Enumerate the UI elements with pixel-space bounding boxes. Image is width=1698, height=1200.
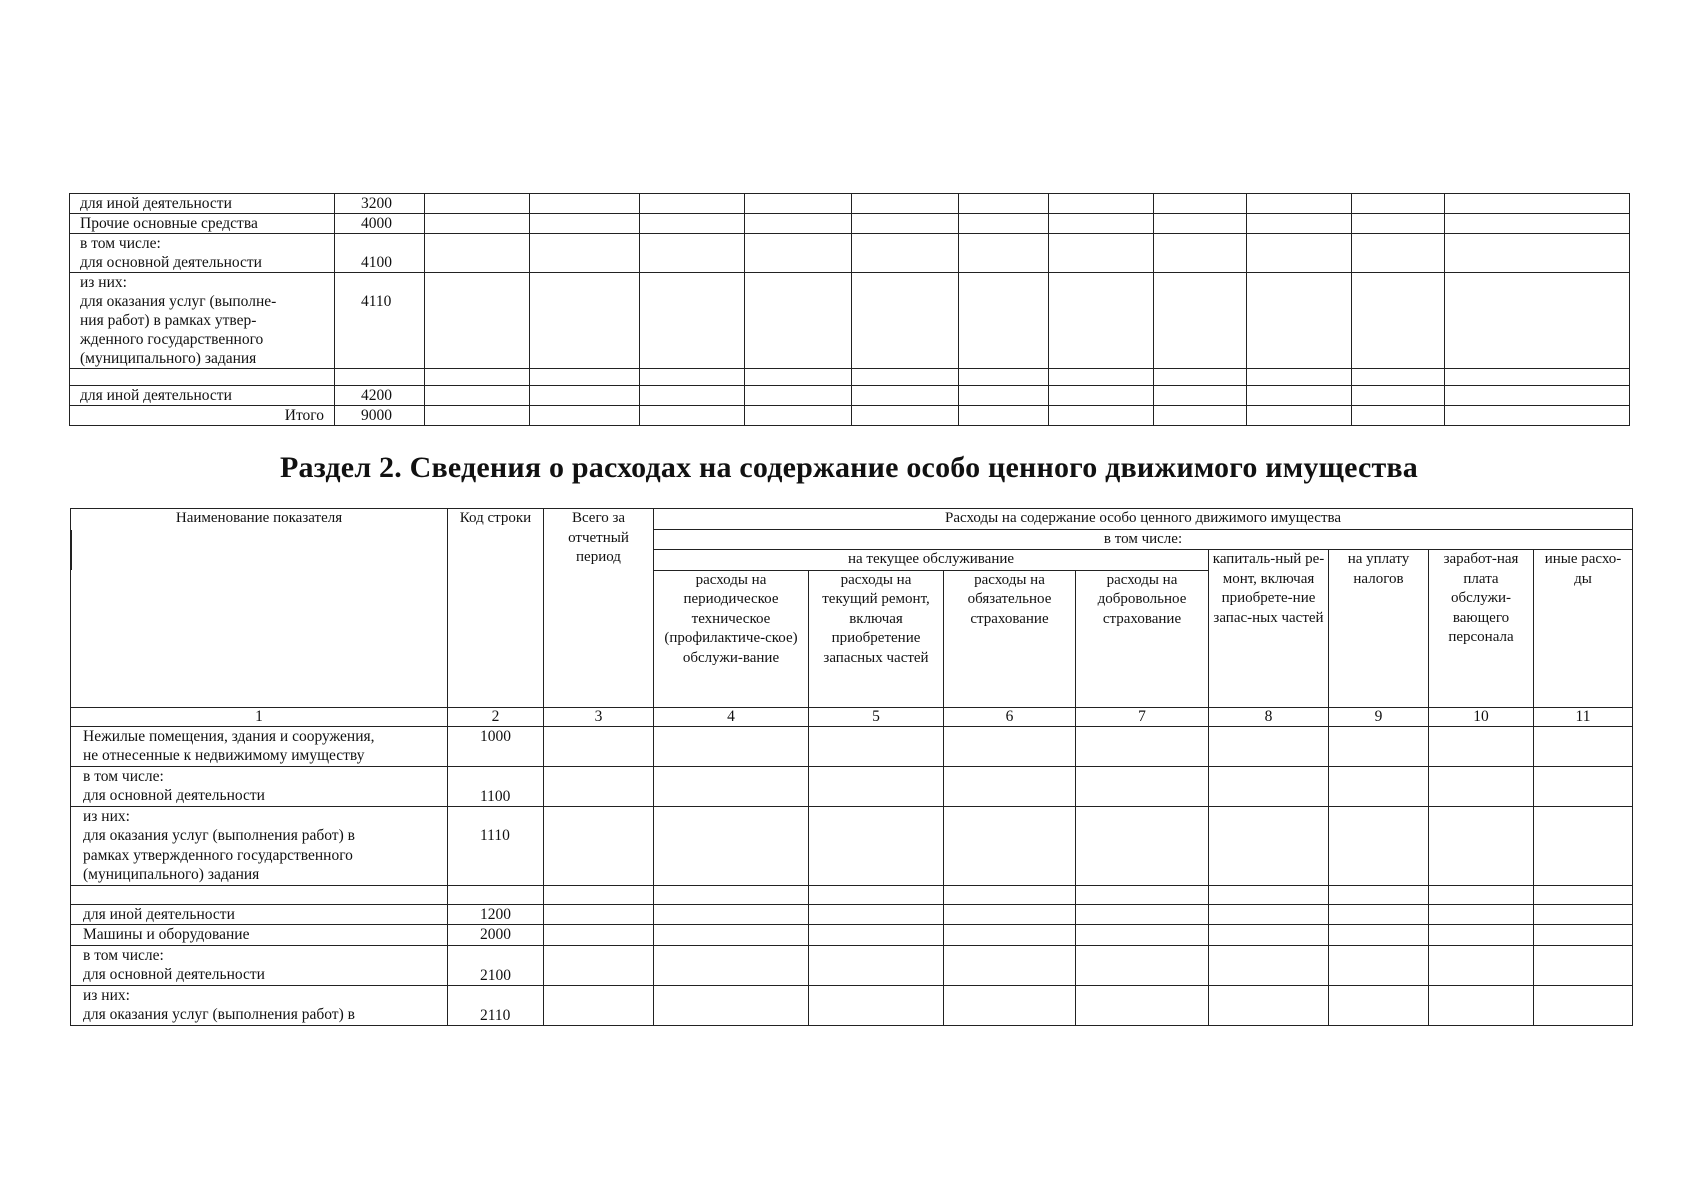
empty-cell bbox=[1209, 945, 1329, 985]
empty-cell bbox=[1445, 369, 1630, 386]
empty-cell bbox=[1329, 925, 1429, 946]
empty-cell bbox=[654, 925, 809, 946]
empty-cell bbox=[1352, 194, 1445, 214]
row-name bbox=[70, 369, 335, 386]
empty-cell bbox=[1247, 386, 1352, 406]
empty-cell bbox=[1429, 726, 1534, 766]
empty-cell bbox=[1445, 406, 1630, 426]
empty-cell bbox=[1329, 806, 1429, 885]
empty-cell bbox=[1534, 726, 1633, 766]
empty-cell bbox=[852, 214, 959, 234]
row-code: 2100 bbox=[448, 945, 544, 985]
empty-cell bbox=[959, 406, 1049, 426]
empty-cell bbox=[530, 273, 640, 369]
empty-cell bbox=[1076, 904, 1209, 925]
empty-cell bbox=[1352, 406, 1445, 426]
empty-cell bbox=[654, 904, 809, 925]
empty-cell bbox=[1076, 985, 1209, 1025]
row-name bbox=[71, 885, 448, 904]
empty-cell bbox=[640, 386, 745, 406]
empty-cell bbox=[1445, 234, 1630, 273]
empty-cell bbox=[944, 904, 1076, 925]
column-number: 5 bbox=[809, 707, 944, 726]
column-number: 10 bbox=[1429, 707, 1534, 726]
empty-cell bbox=[1247, 369, 1352, 386]
table-row bbox=[71, 945, 1633, 985]
empty-cell bbox=[1154, 386, 1247, 406]
row-code: 4000 bbox=[335, 214, 425, 234]
empty-cell bbox=[944, 806, 1076, 885]
empty-cell bbox=[530, 369, 640, 386]
empty-cell bbox=[852, 194, 959, 214]
empty-cell bbox=[1429, 904, 1534, 925]
empty-cell bbox=[1445, 194, 1630, 214]
empty-cell bbox=[944, 766, 1076, 806]
empty-cell bbox=[1429, 885, 1534, 904]
header-including: в том числе: bbox=[654, 529, 1633, 550]
empty-cell bbox=[530, 214, 640, 234]
empty-cell bbox=[1329, 885, 1429, 904]
empty-cell bbox=[1247, 234, 1352, 273]
row-code: 1000 bbox=[448, 726, 544, 766]
table-row bbox=[71, 904, 1633, 925]
empty-cell bbox=[959, 194, 1049, 214]
empty-cell bbox=[1534, 806, 1633, 885]
table-row bbox=[70, 386, 1630, 406]
header-col5: расходы на текущий ремонт, включая приобретение запасных частей bbox=[809, 570, 944, 707]
empty-cell bbox=[1154, 234, 1247, 273]
table-row bbox=[71, 726, 1633, 766]
empty-cell bbox=[425, 194, 530, 214]
column-number: 4 bbox=[654, 707, 809, 726]
column-number: 9 bbox=[1329, 707, 1429, 726]
empty-cell bbox=[640, 234, 745, 273]
empty-cell bbox=[1445, 273, 1630, 369]
row-name: для иной деятельности bbox=[70, 386, 335, 406]
empty-cell bbox=[1429, 925, 1534, 946]
empty-cell bbox=[530, 234, 640, 273]
empty-cell bbox=[1429, 806, 1534, 885]
empty-cell bbox=[852, 406, 959, 426]
row-name: Прочие основные средства bbox=[70, 214, 335, 234]
empty-cell bbox=[809, 925, 944, 946]
empty-cell bbox=[1534, 904, 1633, 925]
empty-cell bbox=[654, 806, 809, 885]
table-row bbox=[70, 369, 1630, 386]
empty-cell bbox=[1352, 386, 1445, 406]
empty-cell bbox=[809, 904, 944, 925]
empty-cell bbox=[745, 234, 852, 273]
empty-cell bbox=[1049, 386, 1154, 406]
empty-cell bbox=[544, 985, 654, 1025]
empty-cell bbox=[745, 273, 852, 369]
row-code: 4110 bbox=[335, 273, 425, 369]
empty-cell bbox=[852, 234, 959, 273]
continuation-table bbox=[69, 193, 1630, 426]
empty-cell bbox=[809, 766, 944, 806]
empty-cell bbox=[1154, 369, 1247, 386]
empty-cell bbox=[1076, 726, 1209, 766]
empty-cell bbox=[809, 726, 944, 766]
empty-cell bbox=[530, 386, 640, 406]
table-row bbox=[70, 194, 1630, 214]
empty-cell bbox=[654, 885, 809, 904]
empty-cell bbox=[1076, 885, 1209, 904]
empty-cell bbox=[1352, 214, 1445, 234]
table-row bbox=[70, 406, 1630, 426]
row-name: из них: для оказания услуг (выполнения работ) в bbox=[71, 985, 448, 1025]
row-name: в том числе: для основной деятельности bbox=[70, 234, 335, 273]
row-code: 2000 bbox=[448, 925, 544, 946]
empty-cell bbox=[959, 273, 1049, 369]
empty-cell bbox=[530, 194, 640, 214]
empty-cell bbox=[544, 945, 654, 985]
empty-cell bbox=[1429, 985, 1534, 1025]
table-row bbox=[71, 985, 1633, 1025]
empty-cell bbox=[1209, 925, 1329, 946]
empty-cell bbox=[1049, 406, 1154, 426]
header-code: Код строки bbox=[448, 509, 544, 708]
row-name: в том числе: для основной деятельности bbox=[71, 766, 448, 806]
column-number: 3 bbox=[544, 707, 654, 726]
empty-cell bbox=[1049, 194, 1154, 214]
empty-cell bbox=[959, 234, 1049, 273]
column-number: 11 bbox=[1534, 707, 1633, 726]
empty-cell bbox=[1209, 766, 1329, 806]
empty-cell bbox=[1352, 369, 1445, 386]
empty-cell bbox=[654, 945, 809, 985]
empty-cell bbox=[809, 806, 944, 885]
row-code: 1110 bbox=[448, 806, 544, 885]
empty-cell bbox=[654, 726, 809, 766]
empty-cell bbox=[1429, 945, 1534, 985]
empty-cell bbox=[1329, 945, 1429, 985]
empty-cell bbox=[1247, 406, 1352, 426]
row-code: 1100 bbox=[448, 766, 544, 806]
empty-cell bbox=[745, 386, 852, 406]
empty-cell bbox=[1329, 985, 1429, 1025]
row-name: Итого bbox=[70, 406, 335, 426]
empty-cell bbox=[544, 904, 654, 925]
empty-cell bbox=[1534, 945, 1633, 985]
header-total: Всего за отчетный период bbox=[544, 509, 654, 708]
table-row bbox=[70, 273, 1630, 369]
empty-cell bbox=[1209, 726, 1329, 766]
empty-cell bbox=[1154, 194, 1247, 214]
empty-cell bbox=[1352, 234, 1445, 273]
empty-cell bbox=[1049, 369, 1154, 386]
row-name: из них: для оказания услуг (выполне- ния работ) в рамках утвер- жденного государственного (муниципального) задания bbox=[70, 273, 335, 369]
row-code: 9000 bbox=[335, 406, 425, 426]
empty-cell bbox=[425, 273, 530, 369]
table-row bbox=[71, 885, 1633, 904]
empty-cell bbox=[1329, 904, 1429, 925]
empty-cell bbox=[1209, 885, 1329, 904]
empty-cell bbox=[1076, 945, 1209, 985]
empty-cell bbox=[1049, 273, 1154, 369]
empty-cell bbox=[640, 369, 745, 386]
table-row bbox=[70, 234, 1630, 273]
empty-cell bbox=[1076, 766, 1209, 806]
row-name: в том числе: для основной деятельности bbox=[71, 945, 448, 985]
empty-cell bbox=[1534, 766, 1633, 806]
table-row bbox=[71, 925, 1633, 946]
empty-cell bbox=[1534, 885, 1633, 904]
empty-cell bbox=[1329, 726, 1429, 766]
empty-cell bbox=[425, 406, 530, 426]
empty-cell bbox=[809, 985, 944, 1025]
empty-cell bbox=[530, 406, 640, 426]
row-name: Машины и оборудование bbox=[71, 925, 448, 946]
empty-cell bbox=[1247, 194, 1352, 214]
empty-cell bbox=[640, 406, 745, 426]
row-code: 1200 bbox=[448, 904, 544, 925]
empty-cell bbox=[654, 766, 809, 806]
table-row bbox=[71, 806, 1633, 885]
empty-cell bbox=[544, 766, 654, 806]
column-number: 8 bbox=[1209, 707, 1329, 726]
row-name: Нежилые помещения, здания и сооружения, не отнесенные к недвижимому имуществу bbox=[71, 726, 448, 766]
empty-cell bbox=[1154, 273, 1247, 369]
empty-cell bbox=[745, 194, 852, 214]
empty-cell bbox=[1429, 766, 1534, 806]
empty-cell bbox=[852, 386, 959, 406]
empty-cell bbox=[654, 985, 809, 1025]
header-col8: капиталь-ный ре-монт, включая приобрете-ние запас-ных частей bbox=[1209, 550, 1329, 708]
empty-cell bbox=[944, 985, 1076, 1025]
empty-cell bbox=[1445, 214, 1630, 234]
empty-cell bbox=[959, 369, 1049, 386]
expenses-table bbox=[70, 508, 1633, 1026]
empty-cell bbox=[1049, 214, 1154, 234]
row-name: для иной деятельности bbox=[71, 904, 448, 925]
table-row bbox=[71, 766, 1633, 806]
empty-cell bbox=[425, 386, 530, 406]
header-col7: расходы на добровольное страхование bbox=[1076, 570, 1209, 707]
empty-cell bbox=[640, 273, 745, 369]
empty-cell bbox=[1247, 214, 1352, 234]
empty-cell bbox=[1209, 985, 1329, 1025]
empty-cell bbox=[1154, 406, 1247, 426]
empty-cell bbox=[944, 726, 1076, 766]
row-code: 4200 bbox=[335, 386, 425, 406]
row-code: 4100 bbox=[335, 234, 425, 273]
header-col11: иные расхо-ды bbox=[1534, 550, 1633, 708]
header-current-service: на текущее обслуживание bbox=[654, 550, 1209, 571]
empty-cell bbox=[1352, 273, 1445, 369]
column-number: 7 bbox=[1076, 707, 1209, 726]
empty-cell bbox=[959, 214, 1049, 234]
column-number: 6 bbox=[944, 707, 1076, 726]
empty-cell bbox=[1445, 386, 1630, 406]
header-col4: расходы на периодическое техническое (профилактиче-ское) обслужи-вание bbox=[654, 570, 809, 707]
empty-cell bbox=[425, 234, 530, 273]
empty-cell bbox=[425, 369, 530, 386]
empty-cell bbox=[944, 885, 1076, 904]
column-number: 1 bbox=[71, 707, 448, 726]
empty-cell bbox=[1049, 234, 1154, 273]
empty-cell bbox=[745, 214, 852, 234]
empty-cell bbox=[959, 386, 1049, 406]
empty-cell bbox=[1247, 273, 1352, 369]
empty-cell bbox=[544, 806, 654, 885]
section-title: Раздел 2. Сведения о расходах на содержание особо ценного движимого имущества bbox=[279, 451, 1419, 484]
row-name: из них: для оказания услуг (выполнения работ) в рамках утвержденного государственного (муниципального) задания bbox=[71, 806, 448, 885]
empty-cell bbox=[544, 726, 654, 766]
empty-cell bbox=[852, 369, 959, 386]
empty-cell bbox=[1209, 806, 1329, 885]
column-numbers-row bbox=[71, 707, 1633, 726]
empty-cell bbox=[640, 194, 745, 214]
empty-cell bbox=[425, 214, 530, 234]
header-col10: заработ-ная плата обслужи-вающего персонала bbox=[1429, 550, 1534, 708]
row-code bbox=[335, 369, 425, 386]
empty-cell bbox=[1154, 214, 1247, 234]
row-code: 3200 bbox=[335, 194, 425, 214]
empty-cell bbox=[1534, 925, 1633, 946]
header-col6: расходы на обязательное страхование bbox=[944, 570, 1076, 707]
table-row bbox=[70, 214, 1630, 234]
empty-cell bbox=[745, 406, 852, 426]
empty-cell bbox=[944, 945, 1076, 985]
empty-cell bbox=[852, 273, 959, 369]
empty-cell bbox=[944, 925, 1076, 946]
header-expenses: Расходы на содержание особо ценного движимого имущества bbox=[654, 509, 1633, 530]
empty-cell bbox=[1329, 766, 1429, 806]
row-code bbox=[448, 885, 544, 904]
header-name: Наименование показателя bbox=[71, 509, 448, 708]
empty-cell bbox=[809, 885, 944, 904]
empty-cell bbox=[809, 945, 944, 985]
empty-cell bbox=[544, 885, 654, 904]
empty-cell bbox=[544, 925, 654, 946]
row-code: 2110 bbox=[448, 985, 544, 1025]
header-col9: на уплату налогов bbox=[1329, 550, 1429, 708]
empty-cell bbox=[1076, 925, 1209, 946]
empty-cell bbox=[745, 369, 852, 386]
empty-cell bbox=[1209, 904, 1329, 925]
empty-cell bbox=[640, 214, 745, 234]
row-name: для иной деятельности bbox=[70, 194, 335, 214]
column-number: 2 bbox=[448, 707, 544, 726]
empty-cell bbox=[1534, 985, 1633, 1025]
empty-cell bbox=[1076, 806, 1209, 885]
